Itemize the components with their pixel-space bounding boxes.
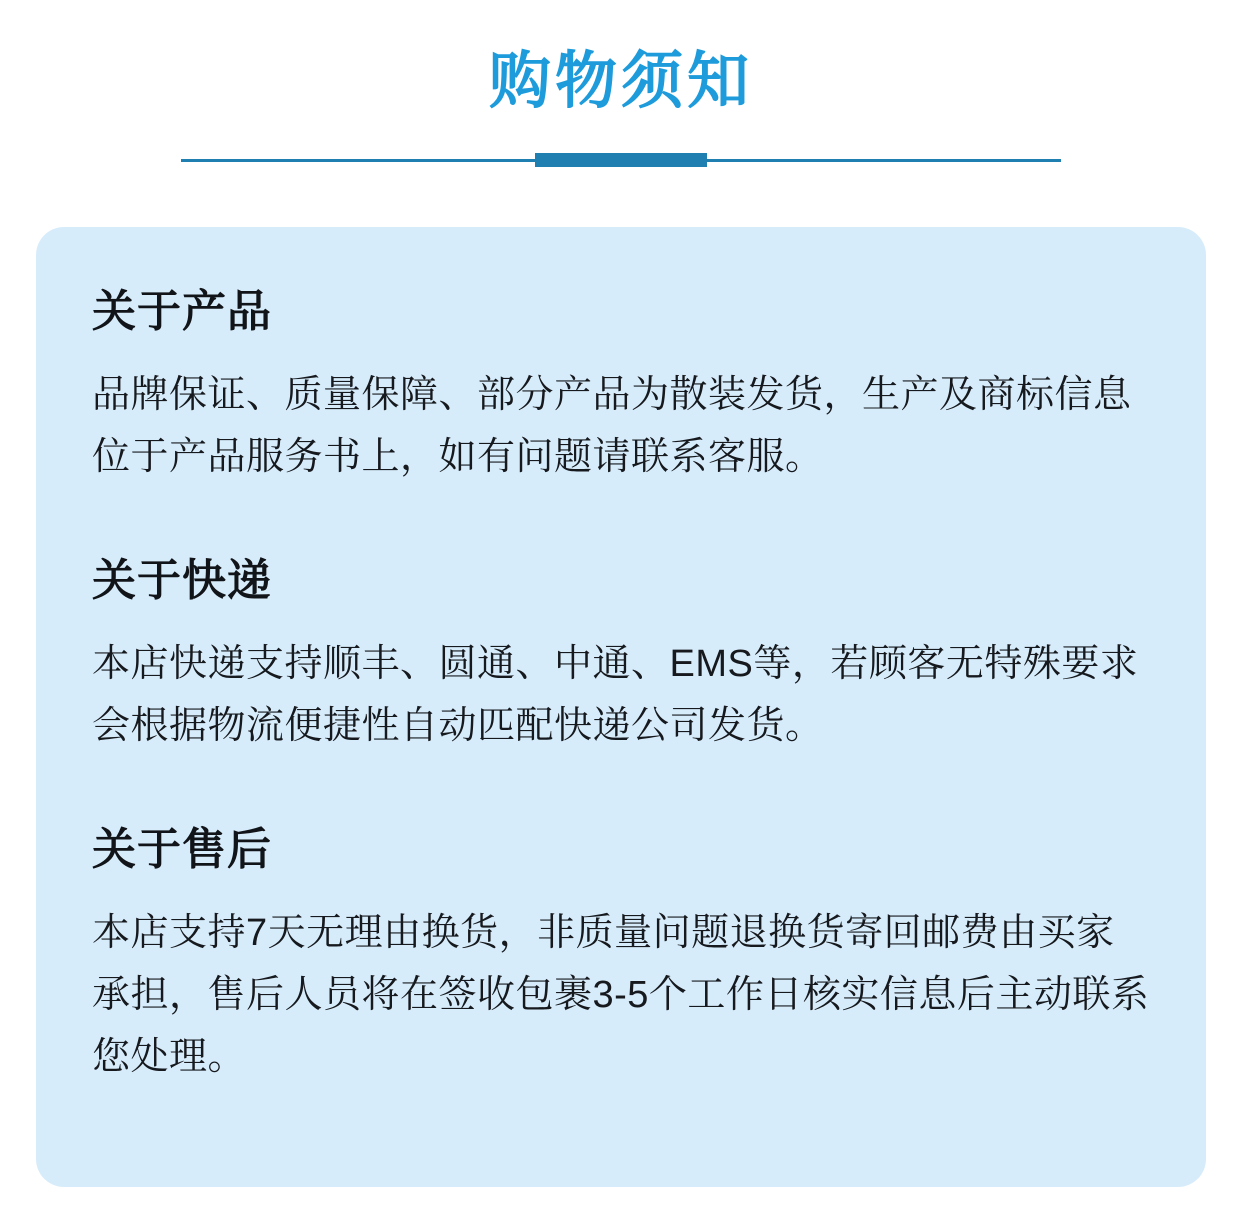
page-header — [0, 0, 1242, 167]
section-title-after-sales: 关于售后 — [92, 825, 272, 875]
notice-card — [36, 227, 1206, 1187]
section-after-sales — [92, 813, 1150, 1088]
section-title-about-shipping: 关于快递 — [92, 556, 272, 606]
section-body-after-sales: 本店支持7天无理由换货，非质量问题退换货寄回邮费由买家承担，售后人员将在签收包裹3-5个工作日核实信息后主动联系您处理。 — [92, 912, 1150, 1078]
section-title-about-product: 关于产品 — [92, 287, 272, 337]
section-about-shipping — [92, 544, 1150, 757]
section-about-product — [92, 275, 1150, 488]
title-divider — [181, 153, 1061, 167]
section-body-about-shipping: 本店快递支持顺丰、圆通、中通、EMS等，若顾客无特殊要求会根据物流便捷性自动匹配快递公司发货。 — [92, 643, 1139, 747]
divider-center-block — [535, 153, 707, 167]
section-body-about-product: 品牌保证、质量保障、部分产品为散装发货，生产及商标信息位于产品服务书上，如有问题请联系客服。 — [92, 374, 1132, 478]
page-title: 购物须知 — [488, 47, 753, 116]
